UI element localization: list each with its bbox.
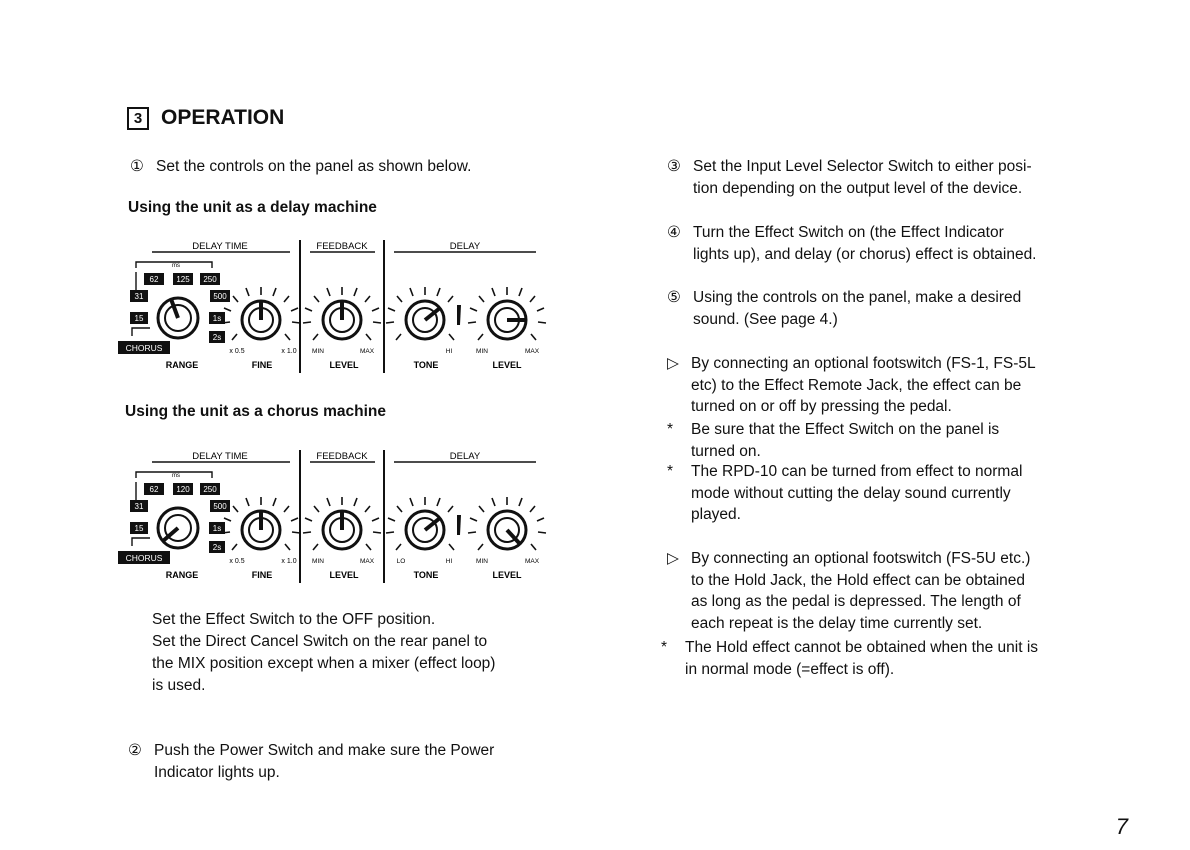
range-button[interactable] [209, 541, 225, 553]
chorus-button[interactable] [118, 341, 170, 354]
panel-diagram-chorus [110, 438, 550, 588]
range-button-label: 62 [149, 275, 159, 284]
note-line: turned on or off by pressing the pedal. [691, 398, 952, 415]
fine-label: FINE [251, 570, 273, 580]
step-text [693, 156, 1097, 200]
paragraph-line: is used. [152, 677, 206, 694]
range-button-label: 1s [212, 314, 222, 323]
feedback-level-label: LEVEL [329, 360, 359, 370]
fine-max-label: x 1.0 [281, 558, 297, 565]
delay-machine-heading: Using the unit as a delay machine [128, 199, 377, 216]
range-button-label: 250 [203, 485, 217, 494]
step-1 [130, 156, 560, 178]
range-button-label: 62 [149, 485, 159, 494]
range-label: RANGE [165, 360, 199, 370]
feedback-min-label: MIN [312, 348, 324, 355]
step-number: ⑤ [667, 289, 681, 306]
section-heading: OPERATION [161, 106, 285, 129]
effect-switch-paragraph [152, 609, 572, 697]
feedback-min-label: MIN [312, 558, 324, 565]
range-button-label: 250 [203, 275, 217, 284]
fine-max-label: x 1.0 [281, 348, 297, 355]
step-4 [667, 222, 1097, 266]
step-line: sound. (See page 4.) [693, 311, 838, 328]
tone-knob[interactable] [386, 287, 461, 340]
step-text [693, 287, 1097, 331]
range-button[interactable] [130, 312, 148, 324]
range-label: RANGE [165, 570, 199, 580]
step-line: Push the Power Switch and make sure the Power [154, 742, 495, 759]
level-max-label: MAX [524, 558, 540, 565]
asterisk-icon: * [667, 463, 674, 480]
range-button[interactable] [210, 290, 230, 302]
range-button[interactable] [200, 273, 220, 285]
tone-knob[interactable] [386, 497, 461, 550]
note-line: each repeat is the delay time currently set. [691, 614, 983, 632]
range-button[interactable] [173, 273, 193, 285]
range-button-label: 2s [212, 543, 222, 552]
level-max-label: MAX [524, 348, 540, 355]
triangle-icon: ▷ [667, 550, 679, 567]
header-delay: DELAY [449, 241, 481, 252]
feedback-max-label: MAX [359, 558, 375, 565]
tone-hi-label: HI [445, 348, 453, 355]
step-line: lights up), and delay (or chorus) effect is obtained. [693, 246, 1037, 263]
fine-min-label: x 0.5 [229, 348, 245, 355]
note-line: Be sure that the Effect Switch on the panel is [691, 421, 1000, 438]
step-text: Set the controls on the panel as shown below. [156, 158, 472, 175]
panel-diagram-delay [110, 228, 550, 378]
range-knob[interactable] [158, 298, 198, 338]
tone-lo-label: LO [396, 558, 406, 565]
range-button[interactable] [130, 500, 148, 512]
hold-footswitch-note [667, 548, 1095, 634]
note-line: mode without cutting the delay sound currently [691, 484, 1011, 502]
note-line: to the Hold Jack, the Hold effect can be obtained [691, 571, 1026, 589]
step-line: Using the controls on the panel, make a desired [693, 289, 1022, 306]
step-text [154, 740, 578, 784]
range-button[interactable] [210, 500, 230, 512]
range-button-label: 120 [176, 485, 190, 494]
paragraph-line: the MIX position except when a mixer (effect loop) [152, 655, 496, 672]
note-text [691, 461, 1095, 526]
feedback-level-label: LEVEL [329, 570, 359, 580]
header-delay-time: DELAY TIME [192, 451, 248, 462]
feedback-level-knob[interactable] [303, 287, 381, 340]
delay-level-label: LEVEL [492, 570, 522, 580]
section-number: 3 [127, 107, 149, 130]
step-number: ④ [667, 224, 681, 241]
step-line: Turn the Effect Switch on (the Effect Indicator [693, 224, 1004, 241]
asterisk-icon: * [661, 639, 668, 656]
triangle-icon: ▷ [667, 355, 679, 372]
chorus-label: CHORUS [125, 343, 163, 353]
header-feedback: FEEDBACK [316, 451, 368, 462]
range-button[interactable] [144, 483, 164, 495]
range-button-label: 15 [134, 314, 144, 323]
step-2 [128, 740, 578, 784]
range-button-label: 31 [134, 502, 144, 511]
note-text [685, 637, 1095, 680]
rpd10-note [667, 461, 1095, 526]
hold-effect-note [661, 637, 1095, 680]
fine-label: FINE [251, 360, 273, 370]
feedback-max-label: MAX [359, 348, 375, 355]
chorus-button[interactable] [118, 551, 170, 564]
note-text [691, 548, 1095, 634]
chorus-machine-heading: Using the unit as a chorus machine [125, 403, 386, 420]
note-line: etc) to the Effect Remote Jack, the effect can be [691, 376, 1022, 394]
paragraph-line: Set the Direct Cancel Switch on the rear panel to [152, 633, 488, 650]
note-line: turned on. [691, 442, 761, 460]
step-line: Set the Input Level Selector Switch to either posi- [693, 158, 1032, 175]
note-line: By connecting an optional footswitch (FS-5U etc.) [691, 550, 1031, 567]
range-button[interactable] [144, 273, 164, 285]
step-line: tion depending on the output level of the device. [693, 180, 1023, 197]
header-delay-time: DELAY TIME [192, 241, 248, 252]
section-title [127, 106, 284, 130]
feedback-level-knob[interactable] [303, 497, 381, 550]
step-number: ② [128, 742, 142, 759]
fine-knob[interactable] [222, 287, 300, 340]
range-button-label: 500 [213, 292, 227, 301]
note-text [691, 353, 1095, 418]
fine-min-label: x 0.5 [229, 558, 245, 565]
note-line: as long as the pedal is depressed. The length of [691, 593, 1021, 610]
tone-hi-label: HI [445, 558, 453, 565]
step-5 [667, 287, 1097, 331]
range-button[interactable] [130, 290, 148, 302]
fine-knob[interactable] [222, 497, 300, 550]
note-line: The RPD-10 can be turned from effect to normal [691, 463, 1023, 480]
delay-level-knob[interactable] [468, 497, 546, 550]
footswitch-note [667, 353, 1095, 418]
delay-level-label: LEVEL [492, 360, 522, 370]
range-knob[interactable] [158, 508, 198, 548]
note-line: in normal mode (=effect is off). [685, 660, 895, 678]
range-button[interactable] [209, 331, 225, 343]
range-button-label: 15 [134, 524, 144, 533]
range-button-label: 31 [134, 292, 144, 301]
header-feedback: FEEDBACK [316, 241, 368, 252]
range-button-label: 500 [213, 502, 227, 511]
step-text [693, 222, 1097, 266]
step-number: ① [130, 158, 144, 175]
step-3 [667, 156, 1097, 200]
range-button[interactable] [173, 483, 193, 495]
step-line: Indicator lights up. [154, 764, 280, 781]
page-number: 7 [1115, 814, 1128, 839]
level-min-label: MIN [476, 558, 488, 565]
ms-label: ms [172, 473, 180, 479]
range-button-label: 2s [212, 333, 222, 342]
range-button-label: 125 [176, 275, 190, 284]
range-button-label: 1s [212, 524, 222, 533]
note-line: The Hold effect cannot be obtained when the unit is [685, 639, 1039, 656]
paragraph-line: Set the Effect Switch to the OFF position. [152, 611, 436, 628]
delay-level-knob[interactable] [468, 287, 546, 340]
effect-switch-note [667, 419, 1095, 462]
chorus-label: CHORUS [125, 553, 163, 563]
note-text [691, 419, 1095, 462]
ms-label: ms [172, 263, 180, 269]
level-min-label: MIN [476, 348, 488, 355]
step-number: ③ [667, 158, 681, 175]
note-line: played. [691, 506, 741, 523]
note-line: By connecting an optional footswitch (FS-1, FS-5L [691, 355, 1036, 372]
asterisk-icon: * [667, 421, 674, 438]
tone-label: TONE [413, 570, 439, 580]
range-button[interactable] [130, 522, 148, 534]
tone-label: TONE [413, 360, 439, 370]
range-button[interactable] [200, 483, 220, 495]
header-delay: DELAY [449, 451, 481, 462]
